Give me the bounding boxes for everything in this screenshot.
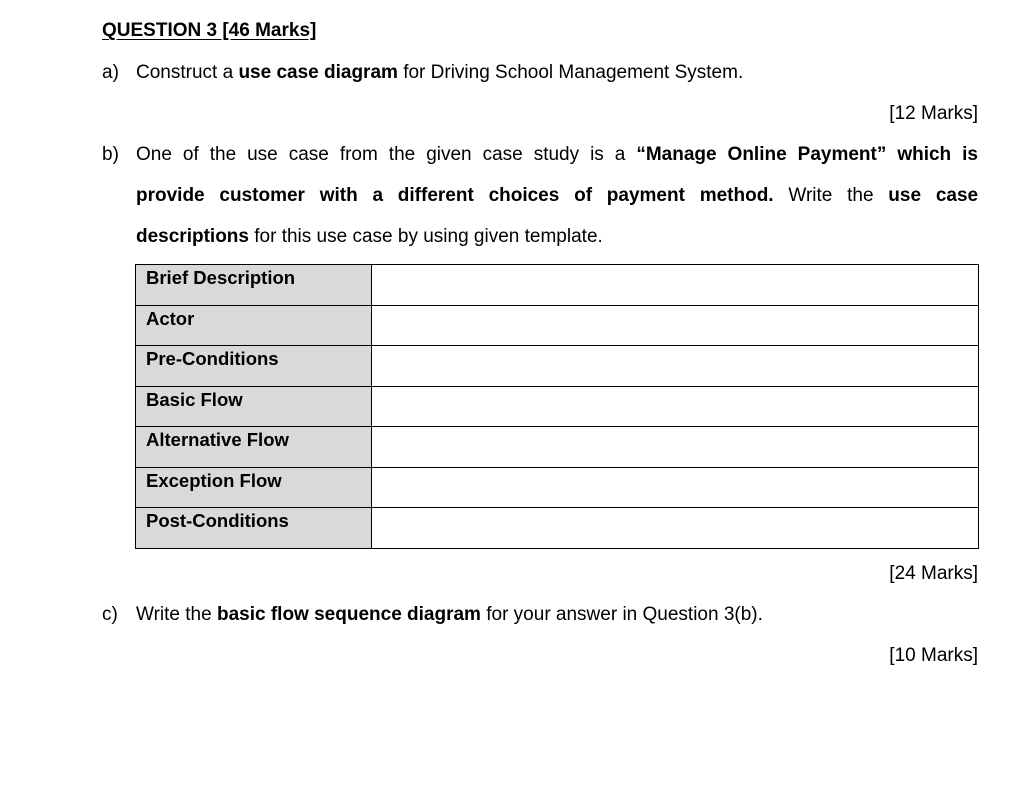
row-label-alternative-flow: Alternative Flow: [136, 427, 372, 468]
bold-word: a: [372, 185, 384, 206]
row-label-pre-conditions: Pre-Conditions: [136, 346, 372, 387]
part-a-marks: [12 Marks]: [889, 103, 978, 124]
row-label-post-conditions: Post-Conditions: [136, 508, 372, 549]
part-c-text-1: Write the: [136, 604, 217, 625]
bold-word: Payment”: [797, 144, 887, 165]
bold-word: different: [397, 185, 474, 206]
part-a-text-1: Construct a: [136, 62, 239, 83]
bold-word: case: [935, 185, 979, 206]
table-row: [136, 508, 979, 549]
table-row: [136, 427, 979, 468]
part-b-line-3: [136, 226, 603, 248]
table-row: [136, 265, 979, 306]
part-b-label: b): [102, 144, 119, 165]
answer-cell-pre-conditions[interactable]: [372, 346, 979, 387]
part-c-marks: [10 Marks]: [889, 645, 978, 666]
part-c-text-2: for your answer in Question 3(b).: [480, 604, 763, 625]
word: a: [614, 144, 626, 165]
bold-word: “Manage: [636, 144, 717, 165]
part-a-text-2: for Driving School Management System.: [397, 62, 744, 83]
table-row: [136, 346, 979, 387]
answer-cell-post-conditions[interactable]: [372, 508, 979, 549]
bold-word: method.: [699, 185, 774, 206]
word: the: [388, 144, 416, 165]
part-b-marks: [24 Marks]: [889, 563, 978, 584]
answer-cell-actor[interactable]: [372, 305, 979, 346]
word: of: [182, 144, 199, 165]
word: is: [590, 144, 604, 165]
answer-cell-alternative-flow[interactable]: [372, 427, 979, 468]
part-a-text: [136, 62, 743, 84]
answer-cell-basic-flow[interactable]: [372, 386, 979, 427]
word: given: [426, 144, 472, 165]
use-case-template-table: [135, 264, 979, 549]
row-label-actor: Actor: [136, 305, 372, 346]
part-c-label: c): [102, 604, 118, 625]
word: One: [136, 144, 172, 165]
part-b-line-3-bold: descriptions: [136, 226, 249, 247]
row-label-exception-flow: Exception Flow: [136, 467, 372, 508]
bold-word: choices: [488, 185, 560, 206]
part-c-text: [136, 604, 763, 626]
bold-word: which: [897, 144, 952, 165]
bold-word: customer: [219, 185, 305, 206]
table-row: [136, 386, 979, 427]
word: case: [288, 144, 329, 165]
part-a-label: a): [102, 62, 119, 83]
word: study: [533, 144, 580, 165]
word: case: [482, 144, 523, 165]
bold-word: is: [962, 144, 978, 165]
row-label-brief-description: Brief Description: [136, 265, 372, 306]
question-heading: QUESTION 3 [46 Marks]: [102, 20, 317, 41]
word: the: [209, 144, 237, 165]
word: use: [247, 144, 278, 165]
bold-word: payment: [606, 185, 685, 206]
bold-word: with: [319, 185, 358, 206]
answer-cell-brief-description[interactable]: [372, 265, 979, 306]
word: from: [339, 144, 378, 165]
bold-word: provide: [136, 185, 205, 206]
word: the: [847, 185, 874, 206]
bold-word: of: [574, 185, 593, 206]
table-row: [136, 467, 979, 508]
part-b-line-1: [136, 144, 978, 166]
bold-word: use: [888, 185, 922, 206]
row-label-basic-flow: Basic Flow: [136, 386, 372, 427]
part-c-text-bold: basic flow sequence diagram: [216, 604, 481, 625]
part-b-line-2: [136, 185, 978, 207]
word: Write: [788, 185, 833, 206]
part-a-text-bold: use case diagram: [238, 62, 398, 83]
bold-word: Online: [727, 144, 787, 165]
table-row: [136, 305, 979, 346]
answer-cell-exception-flow[interactable]: [372, 467, 979, 508]
part-b-line-3-text: for this use case by using given template.: [248, 226, 603, 247]
